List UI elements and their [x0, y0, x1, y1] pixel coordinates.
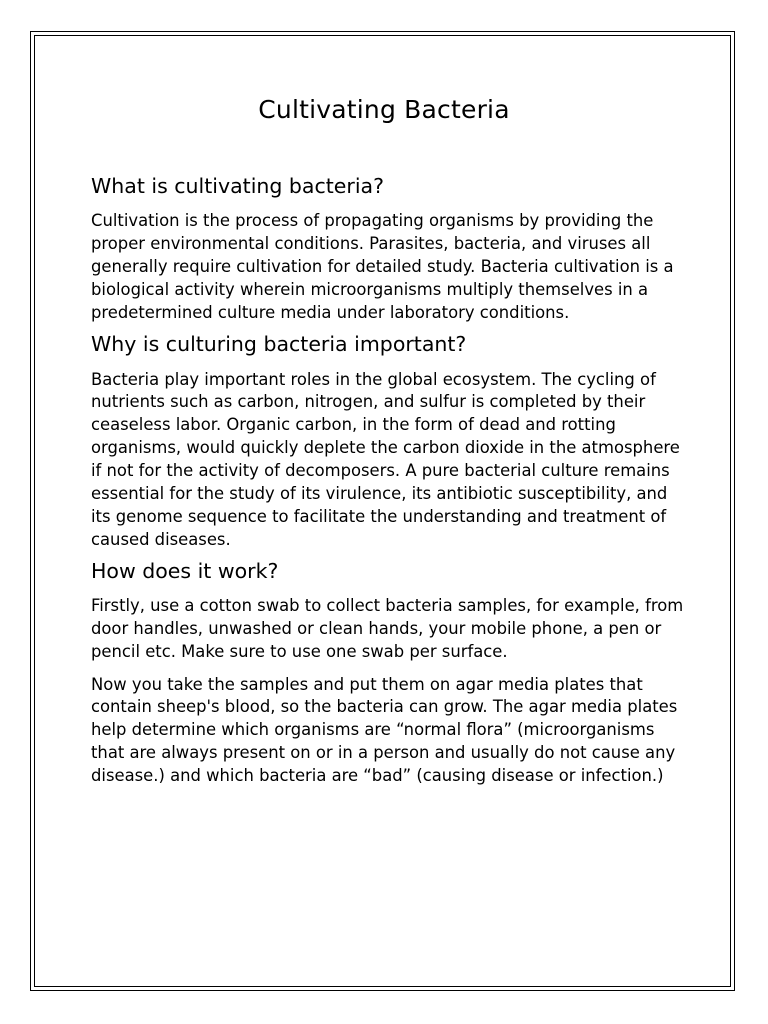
- document-body: [91, 92, 691, 788]
- section-heading: Why is culturing bacteria important?: [91, 331, 467, 356]
- section-why-important: [91, 331, 691, 552]
- document-title: Cultivating Bacteria: [258, 95, 510, 124]
- section-paragraph: Now you take the samples and put them on agar media plates that contain sheep's blood, so the bacteria can grow. The agar media plates help determine which organisms are “normal flora” (microorganisms that are always present on or in a person and usually do not cause any disease.) and which bacteria are “bad” (causing disease or infection.): [91, 674, 678, 786]
- section-heading: What is cultivating bacteria?: [91, 174, 384, 198]
- section-what-is-cultivating: [91, 173, 691, 325]
- section-paragraph: Firstly, use a cotton swab to collect bacteria samples, for example, from door handles, unwashed or clean hands, your mobile phone, a pen or pencil etc. Make sure to use one swab per surface.: [91, 595, 684, 661]
- section-how-does-it-work: [91, 558, 691, 788]
- section-paragraph: Bacteria play important roles in the global ecosystem. The cycling of nutrients such as carbon, nitrogen, and sulfur is completed by their ceaseless labor. Organic carbon, in the form of dead and rotting organisms, would quickly deplete the carbon dioxide in the atmosphere if not for the activity of decomposers. A pure bacterial culture remains essential for the study of its virulence, its antibiotic susceptibility, and its genome sequence to facilitate the understanding and treatment of caused diseases.: [91, 369, 680, 549]
- section-paragraph: Cultivation is the process of propagating organisms by providing the proper environmental conditions. Parasites, bacteria, and viruses all generally require cultivation for detailed study. Bacteria cultivation is a biological activity wherein microorganisms multiply themselves in a predetermined culture media under laboratory conditions.: [91, 211, 674, 322]
- section-heading: How does it work?: [91, 558, 279, 583]
